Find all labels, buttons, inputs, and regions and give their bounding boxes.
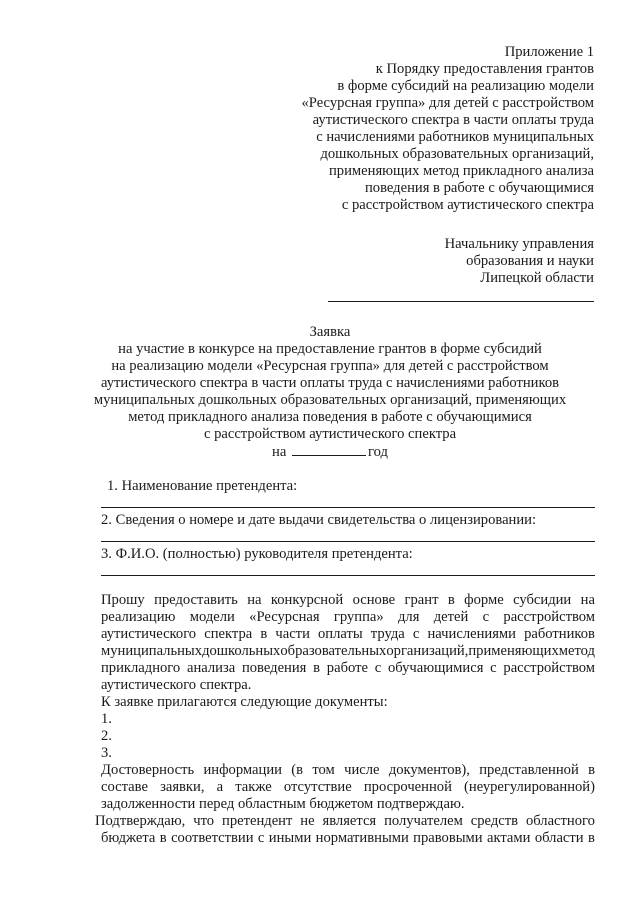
word: для [397,609,420,625]
year-blank[interactable] [292,443,366,456]
appendix-line: «Ресурсная группа» для детей с расстройством [301,95,594,111]
word: Достоверность [101,762,195,778]
word: что [193,813,215,829]
appendix-header [264,44,594,214]
reliability-paragraph-line [101,779,595,796]
word: том [312,762,335,778]
word: муниципальных [101,643,203,659]
word: бюджета [101,830,156,846]
request-subtitle-line: на участие в конкурсе на предоставление грантов в форме субсидий [118,341,542,357]
appendix-line: дошкольных образовательных организаций, [320,146,594,162]
confirm-paragraph-line [101,830,595,847]
word: Подтверждаю, [95,813,186,829]
word: части [275,626,310,642]
reliability-paragraph-line: задолженности перед областным бюджетом подтверждаю. [101,796,465,812]
word: также [235,779,272,795]
word: областного [525,813,595,829]
word: (неурегулированной) [464,779,595,795]
request-paragraph-line [101,626,595,643]
year-suffix: год [368,444,388,460]
line-text [101,762,595,779]
request-paragraph-line [101,609,595,626]
word: с [374,660,382,676]
addressee-line: Начальнику управления [444,236,594,252]
word: представленной [479,762,579,778]
word: образовательных [280,643,387,659]
line-text [101,626,595,643]
word: претендент [222,813,293,829]
word: нормативными [315,830,409,846]
appendix-line: в форме субсидий на реализацию модели [337,78,594,94]
attachments-intro: К заявке прилагаются следующие документы: [101,694,388,710]
reliability-paragraph-line [101,762,595,779]
appendix-line: с начислениями работников муниципальных [316,129,594,145]
word: применяющих [468,643,559,659]
word: иными [268,830,312,846]
addressee-line: Липецкой области [480,270,594,286]
year-prefix: на [272,444,287,460]
appendix-line: Приложение 1 [504,44,594,60]
line-text [101,660,595,677]
word: числе [344,762,380,778]
word: расстройством [503,609,595,625]
word: а [216,779,224,795]
body-text [95,592,595,847]
word: конкурсной [270,592,344,608]
word: получателем [384,813,463,829]
appendix-line: применяющих метод прикладного анализа [329,163,594,179]
word: оплаты [318,626,363,642]
word: отсутствие [283,779,352,795]
word: в [447,592,455,608]
word: с [490,660,497,676]
word: области [534,830,584,846]
request-paragraph-line: аутистического спектра. [101,677,252,693]
appendix-line: к Порядку предоставления грантов [375,61,594,77]
word: реализацию [101,609,176,625]
confirm-paragraph-line [95,813,595,830]
word: расстройством [503,660,595,676]
word: правовыми [413,830,483,846]
word: детей [433,609,469,625]
word: с [257,830,265,846]
line-text [101,779,595,796]
word: субсидии [513,592,572,608]
director-name-label: 3. Ф.И.О. (полностью) руководителя претендента: [101,546,413,562]
word: форме [464,592,504,608]
word: Прошу [101,592,145,608]
word: в [588,762,595,778]
word: работников [524,626,595,642]
line-text [95,813,595,830]
attachment-item: 1. [101,711,112,727]
addressee-block [294,236,594,302]
line-text [101,830,595,847]
word: работе [326,660,368,676]
word: на [247,592,262,608]
request-title-block [60,324,600,461]
word: заявки, [160,779,205,795]
appendix-line: аутистического спектра в части оплаты труда [312,112,594,128]
line-text [101,592,595,609]
request-subtitle-line: метод прикладного анализа поведения в работе с обучающимися [128,409,532,425]
word: группа» [333,609,384,625]
line-text [101,643,595,660]
word: анализа [186,660,236,676]
word: дошкольных [202,643,281,659]
appendix-line: поведения в работе с обучающимися [364,180,594,196]
word: модели [189,609,235,625]
word: информации [203,762,282,778]
word: начислениями [427,626,516,642]
word: актами [486,830,531,846]
word: с [412,626,420,642]
request-subtitle-line: на реализацию модели «Ресурсная группа» для детей с расстройством [111,358,549,374]
word: документов), [388,762,470,778]
word: метод [558,643,595,659]
applicant-name-field[interactable] [101,495,595,508]
applicant-name-label: 1. Наименование претендента: [107,478,298,494]
word: обучающимися [387,660,484,676]
license-info-label: 2. Сведения о номере и дате выдачи свидетельства о лицензировании: [101,512,537,528]
request-paragraph-line [101,660,595,677]
request-paragraph-line [101,592,595,609]
word: в [159,830,167,846]
request-subtitle-line: аутистического спектра в части оплаты труда с начислениями работников [100,375,560,391]
attachment-item: 3. [101,745,112,761]
word: труда [370,626,405,642]
word: предоставить [154,592,238,608]
word: поведения [241,660,307,676]
word: с [482,609,490,625]
appendix-line: с расстройством аутистического спектра [341,197,594,213]
addressee-signature-line [328,287,594,302]
word: организаций, [386,643,469,659]
director-name-field[interactable] [101,563,595,576]
word: средств [470,813,519,829]
word: является [322,813,377,829]
word: составе [101,779,148,795]
word: «Ресурсная [249,609,320,625]
word: просроченной [363,779,452,795]
request-subtitle-line: муниципальных дошкольных образовательных организаций, применяющих [93,392,567,408]
word: в [313,660,321,676]
word: спектра [204,626,253,642]
word: в [587,830,595,846]
word: основе [352,592,396,608]
applicant-fields [101,478,595,580]
request-subtitle-line: с расстройством аутистического спектра [203,426,457,442]
request-title: Заявка [309,324,351,340]
word: (в [291,762,304,778]
attachment-item: 2. [101,728,112,744]
request-year-line [60,443,600,461]
word: в [260,626,268,642]
word: аутистического [101,626,197,642]
word: не [300,813,315,829]
word: грант [404,592,439,608]
line-text [101,609,595,626]
license-info-field[interactable] [101,529,595,542]
word: на [580,592,595,608]
request-paragraph-line [101,643,595,660]
word: прикладного [101,660,181,676]
addressee-line: образования и науки [466,253,594,269]
word: соответствии [171,830,254,846]
